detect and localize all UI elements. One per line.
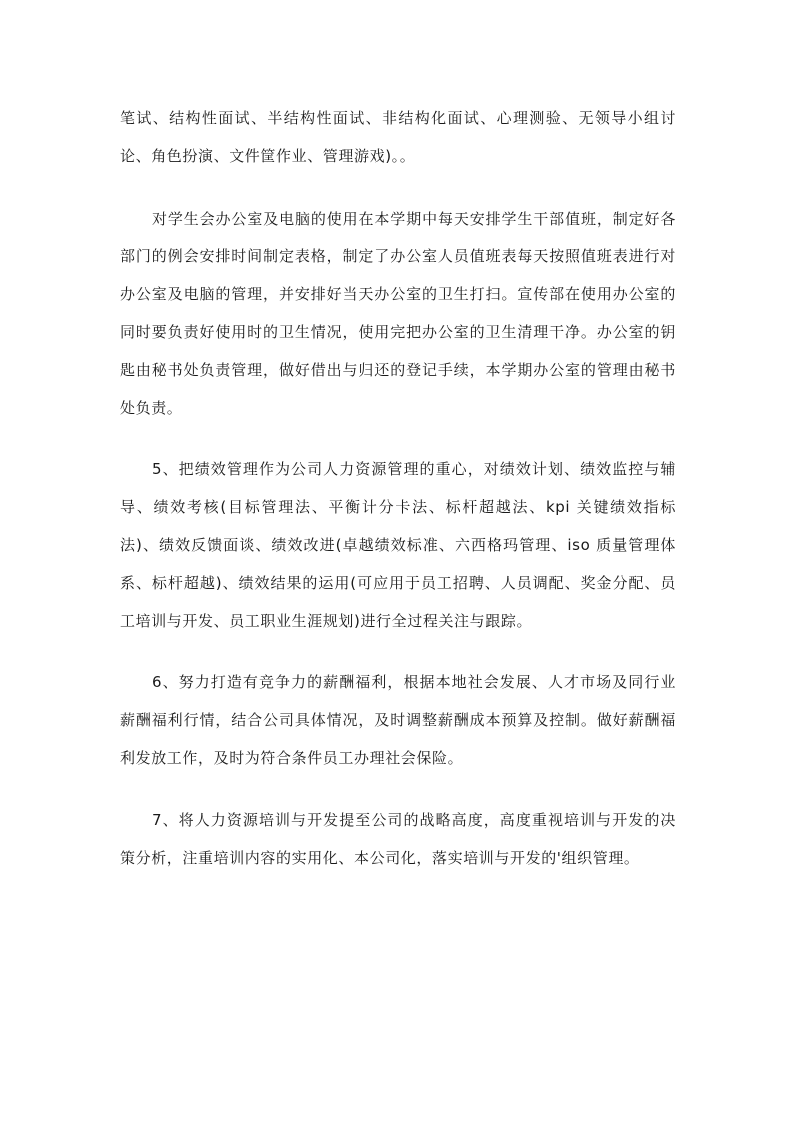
paragraph-performance-management: 5、把绩效管理作为公司人力资源管理的重心，对绩效计划、绩效监控与辅导、绩效考核(目标管理法、平衡计分卡法、标杆超越法、kpi 关键绩效指标法)、绩效反馈面谈、绩效改进(卓越绩效标准、六西格玛管理、iso 质量管理体系、标杆超越)、绩效结果的运用(可应用于员工招聘、人员调配、奖金分配、员工培训与开发、员工职业生涯规划)进行全过程关注与跟踪。 [120, 460, 676, 630]
paragraph-compensation-benefits: 6、努力打造有竞争力的薪酬福利，根据本地社会发展、人才市场及同行业薪酬福利行情，结合公司具体情况，及时调整薪酬成本预算及控制。做好薪酬福利发放工作，及时为符合条件员工办理社会保险。 [120, 673, 676, 767]
paragraph-interview-methods: 笔试、结构性面试、半结构性面试、非结构化面试、心理测验、无领导小组讨论、角色扮演、文件筐作业、管理游戏)。。 [120, 109, 676, 165]
document-body [120, 100, 676, 877]
paragraph-office-management: 对学生会办公室及电脑的使用在本学期中每天安排学生干部值班，制定好各部门的例会安排时间制定表格，制定了办公室人员值班表每天按照值班表进行对办公室及电脑的管理，并安排好当天办公室的卫生打扫。宣传部在使用办公室的同时要负责好使用时的卫生情况，使用完把办公室的卫生清理干净。办公室的钥匙由秘书处负责管理，做好借出与归还的登记手续，本学期办公室的管理由秘书处负责。 [120, 209, 676, 417]
paragraph-training-development: 7、将人力资源培训与开发提至公司的战略高度，高度重视培训与开发的决策分析，注重培训内容的实用化、本公司化，落实培训与开发的'组织管理。 [120, 810, 676, 867]
